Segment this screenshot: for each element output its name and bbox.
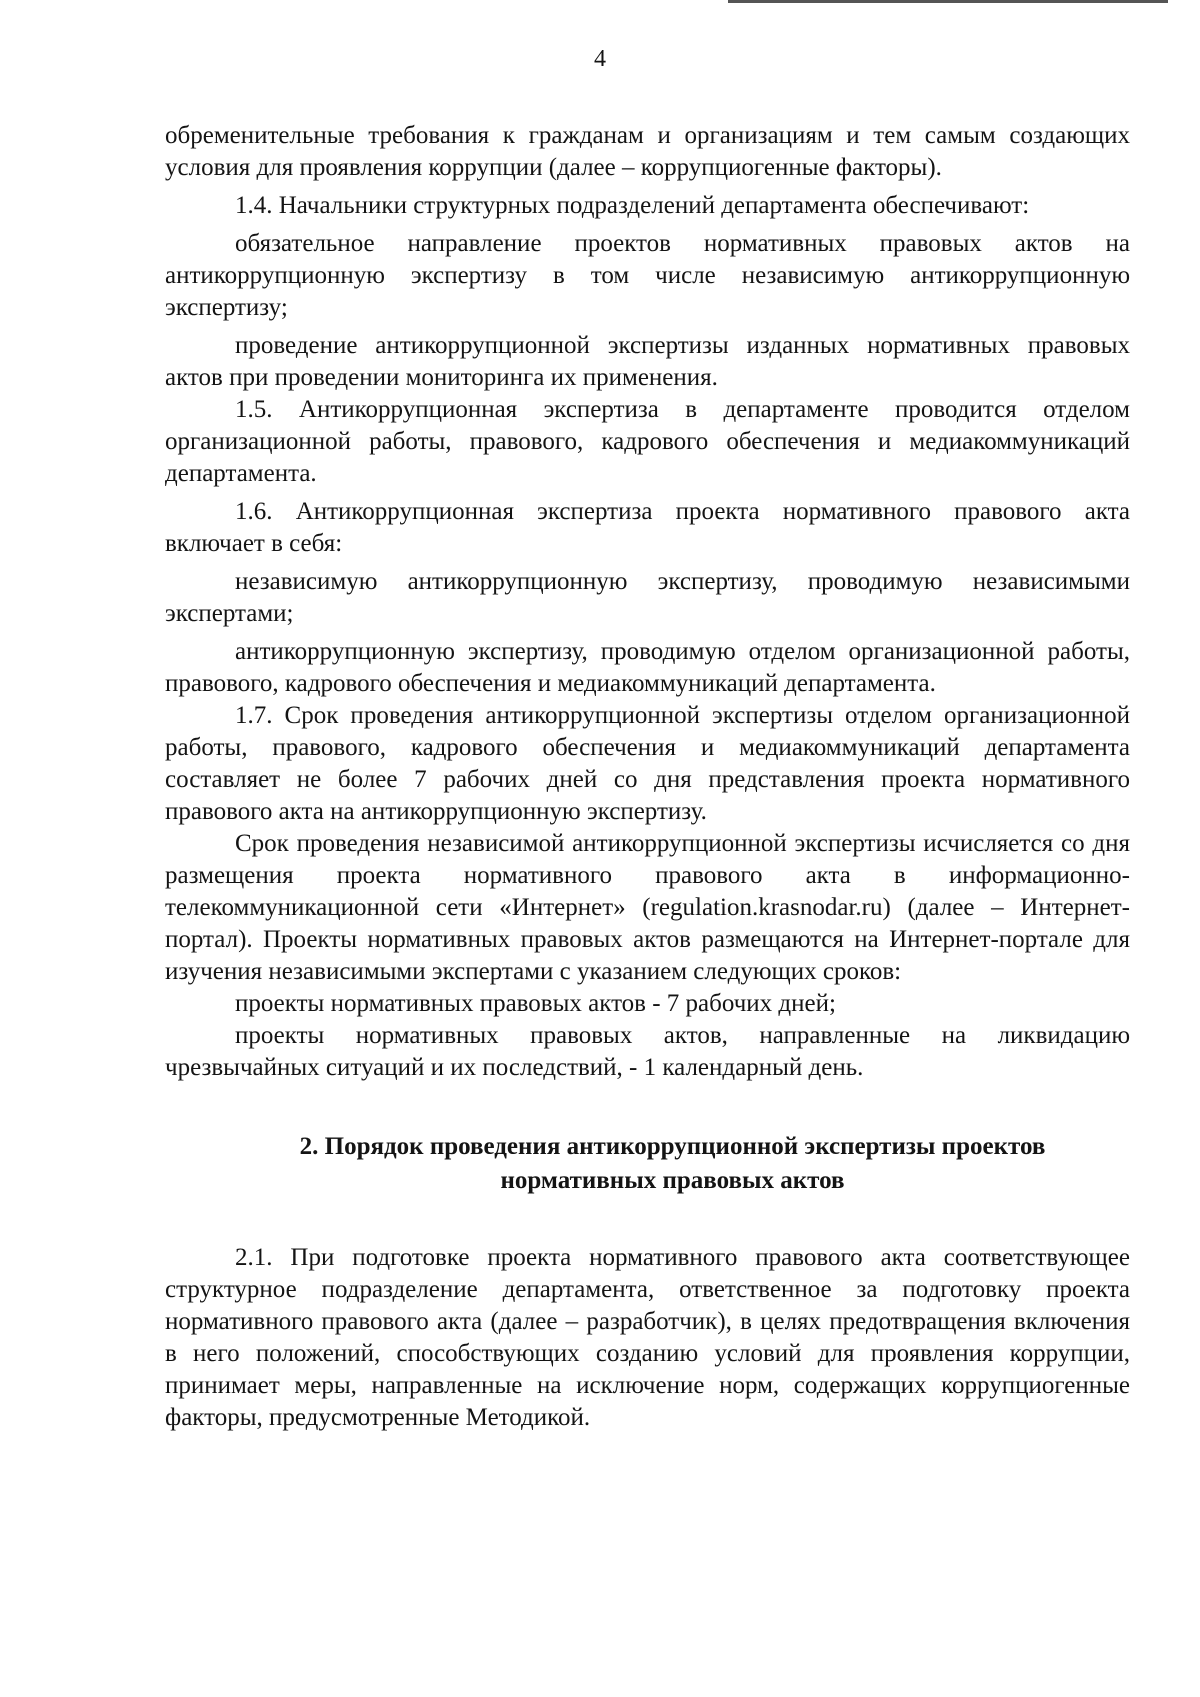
paragraph: обременительные требования к гражданам и организациям и тем самым создающих условия для проявления коррупции (далее – коррупциогенные факторы). <box>165 122 1130 181</box>
section-heading <box>165 1130 1130 1198</box>
paragraph: антикоррупционную экспертизу, проводимую отделом организационной работы, правового, кадрового обеспечения и медиакоммуникаций департамента. <box>165 638 1130 697</box>
paragraph: проекты нормативных правовых актов - 7 рабочих дней; <box>235 990 836 1017</box>
paragraph: независимую антикоррупционную экспертизу, проводимую независимыми экспертами; <box>165 568 1130 627</box>
paragraph: Срок проведения независимой антикоррупционной экспертизы исчисляется со дня размещения проекта нормативного правового акта в информационно-телекоммуникационной сети «Интернет» (regulation.krasnodar.ru) (далее – Интернет-портал). Проекты нормативных правовых актов размещаются на Интернет-портале для изучения независимыми экспертами с указанием следующих сроков: <box>165 830 1130 985</box>
paragraph: проведение антикоррупционной экспертизы изданных нормативных правовых актов при проведении мониторинга их применения. <box>165 332 1130 391</box>
paragraph-2-1: 2.1. При подготовке проекта нормативного правового акта соответствующее структурное подразделение департамента, ответственное за подготовку проекта нормативного правового акта (далее – разработчик), в целях предотвращения включения в него положений, способствующих созданию условий для проявления коррупции, принимает меры, направленные на исключение норм, содержащих коррупциогенные факторы, предусмотренные Методикой. <box>165 1244 1130 1431</box>
section-heading-line: 2. Порядок проведения антикоррупционной экспертизы проектов <box>299 1133 1046 1160</box>
paragraph-1-6: 1.6. Антикоррупционная экспертиза проекта нормативного правового акта включает в себя: <box>165 498 1130 557</box>
top-scan-line <box>728 0 1168 3</box>
paragraph: проекты нормативных правовых актов, направленные на ликвидацию чрезвычайных ситуаций и их последствий, - 1 календарный день. <box>165 1022 1130 1081</box>
paragraph: обязательное направление проектов нормативных правовых актов на антикоррупционную экспертизу в том числе независимую антикоррупционную экспертизу; <box>165 230 1130 321</box>
page-number: 4 <box>594 46 606 72</box>
section-heading-line: нормативных правовых актов <box>500 1167 845 1194</box>
paragraph-1-7: 1.7. Срок проведения антикоррупционной экспертизы отделом организационной работы, правового, кадрового обеспечения и медиакоммуникаций департамента составляет не более 7 рабочих дней со дня представления проекта нормативного правового акта на антикоррупционную экспертизу. <box>165 702 1130 825</box>
paragraph-1-5: 1.5. Антикоррупционная экспертиза в департаменте проводится отделом организационной работы, правового, кадрового обеспечения и медиакоммуникаций департамента. <box>165 396 1130 487</box>
document-body <box>165 120 1130 1434</box>
paragraph-1-4: 1.4. Начальники структурных подразделений департамента обеспечивают: <box>235 192 1030 219</box>
